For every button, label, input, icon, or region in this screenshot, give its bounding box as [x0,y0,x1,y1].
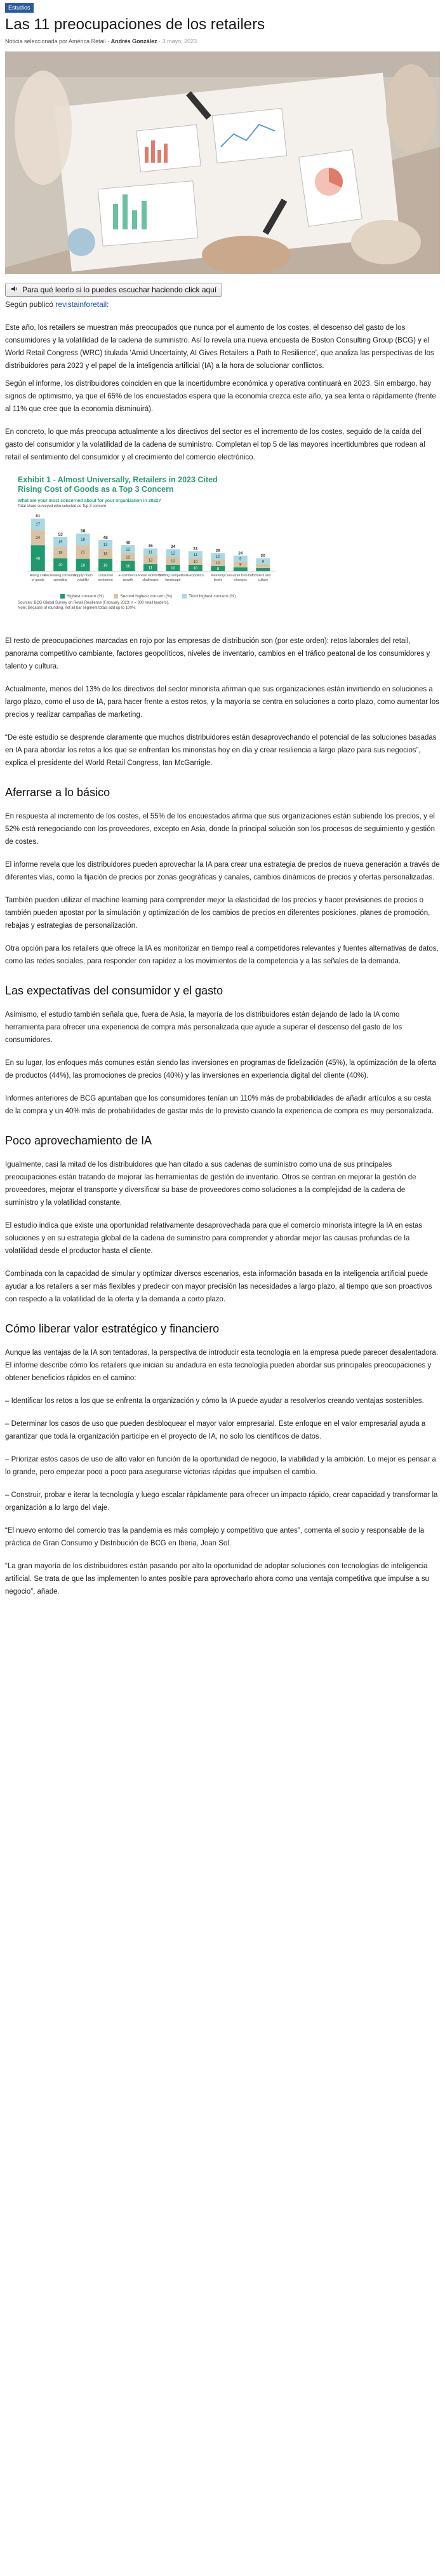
bar-data-label: 13 [103,543,108,548]
bar-data-label: 11 [193,553,198,558]
quote-paragraph: “El nuevo entorno del comercio tras la pandemia es más complejo y competitivo que antes”, comenta el socio y responsable de la práctica de Gran Consumo y Distribución de BCG en Iberia, Joan Sol. [5,1527,425,1548]
bar-data-label: 19 [81,564,85,568]
bar-total-label: 81 [36,514,41,519]
x-tick-label: E-commerce [118,574,138,578]
bar-segment [256,564,270,568]
x-tick-label: Retail workforce [138,574,163,578]
bar-data-label: 10 [171,567,175,571]
x-tick-label: challenges [142,578,159,583]
bar-total-label: 34 [170,545,176,550]
x-tick-label: of goods [31,578,44,583]
bar-data-label: 12 [171,560,175,564]
bar-segment [234,567,248,571]
x-tick-label: sentiment [98,578,113,583]
x-tick-label: culture [258,578,269,583]
chart-note: Total share surveyed who selected as Top 3 concern [18,505,107,509]
list-item: – Construir, probar e iterar la tecnología y luego escalar rápidamente para ofrecer un impacto rápido, crear capacidad y transformar la organización a lo largo del viaje. [5,1491,438,1512]
x-tick-label: Talent and [255,574,271,578]
paragraph: En su lugar, los enfoques más comunes están siendo las inversiones en programas de fidelización (45%), la optimización de la oferta de productos (44%), las promociones de precios (40%) y las inversiones en experiencia digital del cliente (40%). [5,1059,436,1080]
x-tick-label: Geopolitics [187,574,204,578]
source-prefix: Según publicó [5,300,54,309]
bar-data-label: 8 [216,567,220,572]
bar-total-label: 40 [125,541,131,546]
x-tick-label: Inventory [211,574,225,578]
paragraph: En concreto, lo que más preocupa actualmente a los directivos del sector es el incremento de los costes, seguido de la caída del gasto del consumidor y la volatilidad de la cadena de suministro. Completan el top 5 de las mayores incertidumbres que rodean al retail el sentimiento del consumidor y el crecimiento del comercio electrónico. [5,428,425,462]
chart-title: Exhibit 1 - Almost Universally, Retailers in 2023 Cited Rising Cost of Goods as a Top 3 Concern [18,475,218,494]
bar-data-label: 13 [148,559,153,563]
bar-data-label: 10 [193,567,198,571]
bar-data-label: 18 [58,551,63,555]
bar-data-label: 20 [58,564,63,568]
source-suffix: : [107,300,109,309]
bar-data-label: 21 [81,551,85,555]
article-title: Las 11 preocupaciones de los retailers [5,16,265,34]
bar-data-label: 12 [126,556,130,560]
bar-data-label: 18 [81,538,85,543]
bar-data-label: 24 [36,536,41,541]
speaker-icon [11,285,18,294]
section-heading-poco: Poco aprovechamiento de IA [5,1134,152,1148]
list-item: – Identificar los retos a los que se enfrenta la organización y cómo la IA puede ayudar a resolverlos creando ventajas sostenibles. [5,1397,424,1406]
quote-paragraph: “La gran mayoría de los distribuidores están pasando por alto la oportunidad de adoptar soluciones con tecnologías de inteligencia artificial. Se trata de que las implementen lo antes posible para aprovecharlo ahora como una ventaja competitiva que impulse a su negocio”, añade. [5,1563,430,1596]
publish-date: · 3 mayo, 2023 [159,38,197,45]
bar-data-label: 40 [36,557,41,562]
author-name[interactable]: Andrés González [110,38,157,45]
paragraph: Otra opción para los retailers que ofrece la IA es monitorizar en tiempo real a competidores relevantes y fuentes alternativas de datos, como las redes sociales, para responder con rapidez a los movimientos de la competencia y a las señales de la demanda. [5,945,439,966]
x-tick-label: Rising cost [29,574,46,578]
source-line [5,298,440,311]
legend-label: Third highest concern (%) [189,594,236,599]
bar-total-label: 58 [81,529,86,534]
exhibit-chart [18,475,278,625]
x-tick-label: volatility [77,578,90,583]
bar-segment [256,568,270,571]
hero-illustration [5,51,440,274]
paragraph: En respuesta al incremento de los costes, el 55% de los encuestados afirma que sus organizaciones están subiendo los precios, y el 52% está renegociando con los proveedores, excepto en Asia, donde la principal solución son los procesos de seguimiento y gestión de costes. [5,813,435,846]
legend-label: Second highest concern (%) [120,594,173,599]
category-tag[interactable]: Estudios [5,3,34,13]
chart-sources: Sources: BCG Global Survey on Retail Resilience (February 2023; n = 300 retail leaders). [18,600,169,605]
bar-data-label: 15 [58,541,63,545]
x-tick-label: Supply chain [73,574,93,578]
list-item: – Determinar los casos de uso que pueden desbloquear el mayor valor empresarial. Este enfoque en el valor empresarial ayuda a garantizar que toda la organización participe en el proyecto de IA, no solo los científicos de datos. [5,1420,426,1441]
bar-data-label: 16 [126,565,130,569]
legend-label: Highest concern (%) [66,594,104,599]
chart-subtitle: What are your most concerned about for your organization in 2022? [18,499,161,504]
section-heading-expectativas: Las expectativas del consumidor y el gasto [5,984,223,998]
section-heading-liberar: Cómo liberar valor estratégico y financiero [5,1322,220,1336]
bar-chart [18,509,278,592]
bar-total-label: 24 [238,551,243,556]
x-tick-label: Consumer [97,574,114,578]
listen-button-label: Para qué leerlo si lo puedes escuchar haciendo click aquí [22,285,217,295]
paragraph: Asimismo, el estudio también señala que, fuera de Asia, la mayoría de los distribuidores están dejando de lado la IA como herramienta para ofrecer una experiencia de compra más personalizada que ayude a superar el descenso del gasto de los consumidores. [5,1011,402,1045]
section-heading-basico: Aferrarse a lo básico [5,786,110,799]
bar-data-label: 11 [148,566,153,571]
bar-total-label: 20 [260,553,265,559]
list-item: – Priorizar estos casos de uso de alto valor en función de la oportunidad de negocio, la viabilidad y la ambición. Lo mejor es pensar a lo grande, pero empezar poco a poco para asegurarse victorias rápidas que impulsen el cambio. [5,1456,436,1477]
chart-legend [18,593,278,600]
paragraph: Según el informe, los distribuidores coinciden en que la incertidumbre económica y operativa continuará en 2023. Sin embargo, hay signos de optimismo, ya que el 65% de los encuestados espera que la economía crezca este año, ya sea lenta o rápidamente (frente al 11% que cree que la economía disminuirá). [5,380,436,414]
x-tick-label: Shifting competitive [158,574,188,578]
byline [5,37,440,46]
bar-data-label: 10 [193,560,198,565]
x-tick-label: Consumer foot-traffic [225,574,256,578]
quote-paragraph: “De este estudio se desprende claramente que muchos distribuidores están desaprovechando el potencial de las soluciones basadas en IA para abordar los retos a los que se enfrentan los minoristas hoy en día y crear resiliencia a largo plazo para sus negocios”, explica el presidente del World Retail Congress, Ian McGarrigle. [5,734,437,768]
bar-total-label: 35 [148,544,153,549]
legend-item-third [182,593,236,600]
listen-audio-button[interactable] [5,283,222,297]
byline-prefix: Noticia seleccionada por América Retail · [5,38,110,45]
bar-data-label: 9 [262,560,264,564]
bar-data-label: 10 [216,555,220,560]
x-tick-label: changes [234,578,247,583]
paragraph: Igualmente, casi la mitad de los distribuidores que han citado a sus cadenas de suministro como una de sus principales preocupaciones están tratando de mejorar las herramientas de gestión de inventario. Otros se centran en mejorar la gestión de proveedores, mejorar el transporte y diversificar su base de proveedores como soluciones a la complejidad de la cadena de suministro y la volatilidad constante. [5,1161,416,1207]
bar-data-label: 11 [148,551,153,555]
x-tick-label: landscape [165,578,181,583]
x-tick-label: Decreasing consumer [44,574,77,578]
chart-footnote: Note: Because of rounding, not all bar segment totals add up to 100%. [18,606,136,610]
bar-data-label: 10 [216,562,220,566]
hero-image [5,51,440,274]
bar-total-label: 31 [193,546,198,552]
paragraph: El informe revela que los distribuidores pueden aprovechar la IA para crear una estrategia de precios de nueva generación a través de diferentes vías, como la fijación de precios por zonas geográficas y canales, cambios dinámicos de precios y ofertas personalizadas. [5,861,440,882]
bar-total-label: 48 [103,536,108,541]
paragraph: El resto de preocupaciones marcadas en rojo por las empresas de distribución son (por este orden): retos laborales del retail, panorama competitivo cambiante, factores geopolíticos, niveles de inventario, cambios en el tráfico peatonal de los consumidores y talento y cultura. [5,637,430,671]
paragraph: Actualmente, menos del 13% de los directivos del sector minorista afirman que sus organizaciones están invirtiendo en soluciones a largo plazo, como el uso de IA, para hacer frente a estos retos, y la mayoría se centra en soluciones a corto plazo, como aumentar los precios y realizar campañas de marketing. [5,686,439,719]
bar-data-label: 12 [126,548,130,552]
legend-item-second [114,593,172,600]
paragraph: Combinada con la capacidad de simular y optimizar diversos escenarios, esta información basada en la inteligencia artificial puede ayudar a los retailers a ser más flexibles y predecir con mayor precisión las necesidades a largo plazo, al tiempo que son proactivos con respecto a la volatilidad de la oferta y la demanda a corto plazo. [5,1270,432,1304]
bar-total-label: 53 [58,532,63,538]
bar-total-label: 28 [215,548,220,553]
x-tick-label: spending [53,578,67,583]
paragraph-intro: Este año, los retailers se muestran más preocupados que nunca por el aumento de los costes, el descenso del gasto de los consumidores y la volatilidad de la cadena de suministro. Así lo revela una nueva encuesta de Boston Consulting Group (BCG) y el World Retail Congress (WRC) titulada 'Amid Uncertainty, AI Gives Retailers a Path to Resilience', que analiza las perspectivas de los distribuidores para 2023 y el papel de la inteligencia artificial (IA) a la hora de solucionar conflictos. [5,324,434,370]
bar-data-label: 16 [103,552,108,557]
source-link[interactable]: revistainforetail [55,300,107,309]
x-tick-label: levels [213,578,223,583]
paragraph: El estudio indica que existe una oportunidad relativamente desaprovechada para que el comercio minorista integre la IA en estas soluciones y en su estrategia global de la cadena de suministro para comprender y abordar mejor las causas profundas de la volatilidad desde el productor hasta el cliente. [5,1222,423,1256]
bar-data-label: 9 [239,563,242,567]
paragraph: Informes anteriores de BCG apuntaban que los consumidores tenían un 110% más de probabilidades de añadir artículos a su cesta de la compra y un 40% más de probabilidades de gastar más de lo previsto cuando la experiencia de compra es muy personalizada. [5,1095,434,1116]
paragraph: También pueden utilizar el machine learning para comprender mejor la elasticidad de los precios y hacer previsiones de precios o también pueden apostar por la simulación y optimización de los cambios de precios en diferentes posiciones, planes de promoción, rebajas y estrategias de personalización. [5,897,430,930]
x-tick-label: growth [123,578,133,583]
paragraph: Aunque las ventajas de la IA son tentadoras, la perspectiva de introducir esta tecnología en la empresa puede parecer desalentadora. El informe describe cómo los retailers que inician su andadura en esta tecnología pueden abordar sus principales preocupaciones y obtener beneficios rápidos en el camino: [5,1349,439,1383]
bar-data-label: 9 [239,557,242,562]
bar-data-label: 17 [36,523,41,527]
bar-data-label: 19 [103,564,108,568]
legend-item-highest [60,593,104,600]
bar-data-label: 12 [171,552,175,556]
